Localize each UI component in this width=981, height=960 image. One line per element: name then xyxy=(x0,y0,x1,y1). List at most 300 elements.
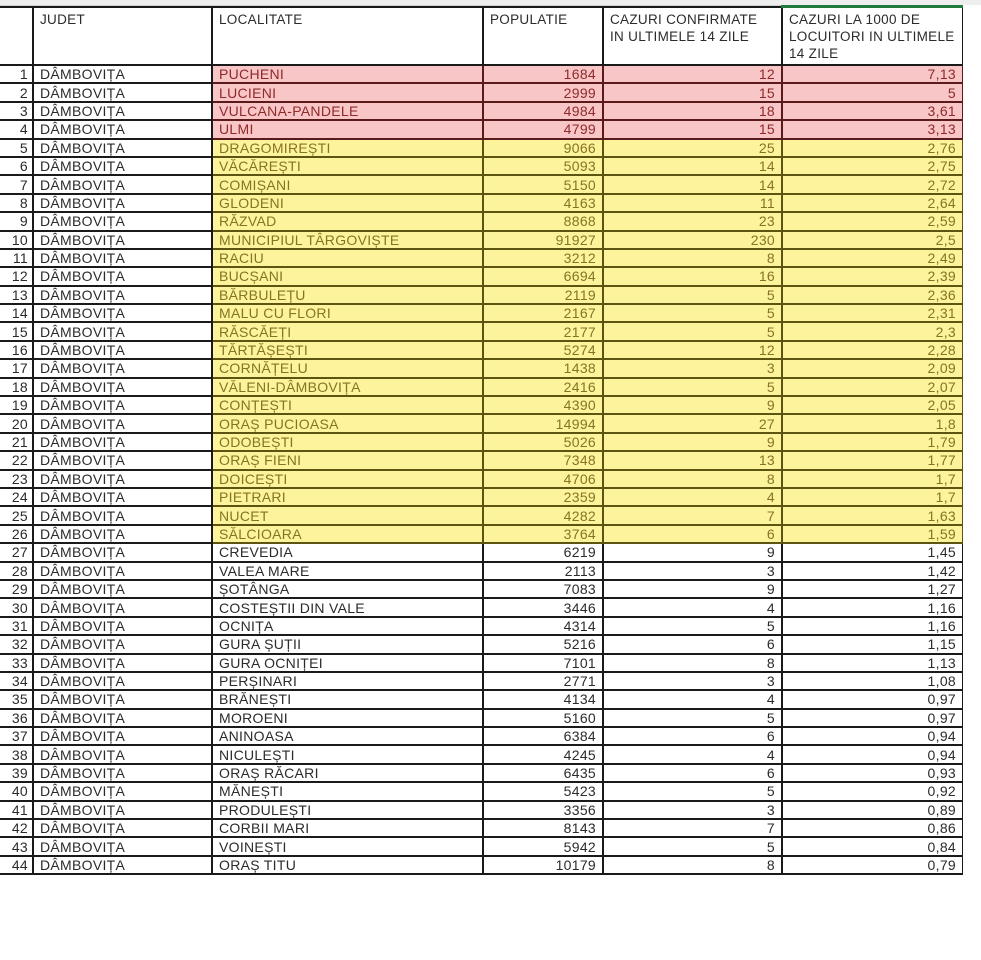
rate-cell[interactable]: 1,27 xyxy=(782,580,963,598)
header-populatie[interactable]: POPULATIE xyxy=(483,7,603,66)
localitate-cell[interactable]: RACIU xyxy=(212,249,483,267)
row-number-cell[interactable]: 4 xyxy=(0,120,33,138)
localitate-cell[interactable]: OCNIȚA xyxy=(212,617,483,635)
populatie-cell[interactable]: 7101 xyxy=(483,654,603,672)
populatie-cell[interactable]: 4706 xyxy=(483,470,603,488)
cazuri-cell[interactable]: 5 xyxy=(603,304,782,322)
cazuri-cell[interactable]: 14 xyxy=(603,157,782,175)
cazuri-cell[interactable]: 8 xyxy=(603,470,782,488)
rate-cell[interactable]: 2,36 xyxy=(782,286,963,304)
table-row xyxy=(0,580,963,598)
row-number-cell[interactable]: 44 xyxy=(0,856,33,874)
judet-cell[interactable]: DÂMBOVIȚA xyxy=(33,506,212,524)
table-row xyxy=(0,65,963,83)
rate-cell[interactable]: 0,94 xyxy=(782,727,963,745)
row-number-cell[interactable]: 34 xyxy=(0,672,33,690)
cazuri-cell[interactable]: 4 xyxy=(603,690,782,708)
table-row xyxy=(0,672,963,690)
populatie-cell[interactable]: 5150 xyxy=(483,175,603,193)
row-number-cell[interactable]: 41 xyxy=(0,801,33,819)
cazuri-cell[interactable]: 15 xyxy=(603,120,782,138)
populatie-cell[interactable]: 6435 xyxy=(483,764,603,782)
populatie-cell[interactable]: 1438 xyxy=(483,359,603,377)
cazuri-cell[interactable]: 3 xyxy=(603,672,782,690)
localitate-cell[interactable]: BĂRBULEȚU xyxy=(212,286,483,304)
judet-cell[interactable]: DÂMBOVIȚA xyxy=(33,212,212,230)
cazuri-cell[interactable]: 18 xyxy=(603,102,782,120)
row-number-cell[interactable]: 16 xyxy=(0,341,33,359)
localitate-cell[interactable]: MOROENI xyxy=(212,709,483,727)
row-number-cell[interactable]: 14 xyxy=(0,304,33,322)
localitate-cell[interactable]: GURA OCNIȚEI xyxy=(212,654,483,672)
row-number-cell[interactable]: 43 xyxy=(0,837,33,855)
cazuri-cell[interactable]: 12 xyxy=(603,65,782,83)
judet-cell[interactable]: DÂMBOVIȚA xyxy=(33,396,212,414)
table-row xyxy=(0,83,963,101)
localitate-cell[interactable]: ULMI xyxy=(212,120,483,138)
rate-cell[interactable]: 2,31 xyxy=(782,304,963,322)
populatie-cell[interactable]: 3446 xyxy=(483,598,603,616)
table-row xyxy=(0,856,963,874)
cazuri-cell[interactable]: 7 xyxy=(603,819,782,837)
header-cazuri-la-1000[interactable]: CAZURI LA 1000 DE LOCUITORI IN ULTIMELE 14 ZILE xyxy=(782,7,963,66)
table-row xyxy=(0,414,963,432)
row-number-cell[interactable]: 29 xyxy=(0,580,33,598)
populatie-cell[interactable]: 5423 xyxy=(483,782,603,800)
populatie-cell[interactable]: 8143 xyxy=(483,819,603,837)
localitate-cell[interactable]: PRODULEȘTI xyxy=(212,801,483,819)
localitate-cell[interactable]: ORAȘ TITU xyxy=(212,856,483,874)
judet-cell[interactable]: DÂMBOVIȚA xyxy=(33,543,212,561)
rate-cell[interactable]: 3,61 xyxy=(782,102,963,120)
cazuri-cell[interactable]: 25 xyxy=(603,139,782,157)
table-row xyxy=(0,175,963,193)
judet-cell[interactable]: DÂMBOVIȚA xyxy=(33,231,212,249)
judet-cell[interactable]: DÂMBOVIȚA xyxy=(33,341,212,359)
localitate-cell[interactable]: NUCET xyxy=(212,506,483,524)
populatie-cell[interactable]: 5160 xyxy=(483,709,603,727)
judet-cell[interactable]: DÂMBOVIȚA xyxy=(33,359,212,377)
rate-cell[interactable]: 1,77 xyxy=(782,451,963,469)
localitate-cell[interactable]: VULCANA-PANDELE xyxy=(212,102,483,120)
localitate-cell[interactable]: CORBII MARI xyxy=(212,819,483,837)
cazuri-cell[interactable]: 6 xyxy=(603,727,782,745)
judet-cell[interactable]: DÂMBOVIȚA xyxy=(33,801,212,819)
rate-cell[interactable]: 7,13 xyxy=(782,65,963,83)
populatie-cell[interactable]: 91927 xyxy=(483,231,603,249)
header-judet[interactable]: JUDET xyxy=(33,7,212,66)
judet-cell[interactable]: DÂMBOVIȚA xyxy=(33,672,212,690)
rate-cell[interactable]: 2,5 xyxy=(782,231,963,249)
localitate-cell[interactable]: BRĂNEȘTI xyxy=(212,690,483,708)
rate-cell[interactable]: 0,89 xyxy=(782,801,963,819)
populatie-cell[interactable]: 6219 xyxy=(483,543,603,561)
cazuri-cell[interactable]: 5 xyxy=(603,709,782,727)
populatie-cell[interactable]: 2771 xyxy=(483,672,603,690)
cazuri-cell[interactable]: 5 xyxy=(603,378,782,396)
cazuri-cell[interactable]: 9 xyxy=(603,396,782,414)
populatie-cell[interactable]: 4390 xyxy=(483,396,603,414)
table-row xyxy=(0,378,963,396)
judet-cell[interactable]: DÂMBOVIȚA xyxy=(33,525,212,543)
localitate-cell[interactable]: GURA ȘUȚII xyxy=(212,635,483,653)
populatie-cell[interactable]: 1684 xyxy=(483,65,603,83)
populatie-cell[interactable]: 4984 xyxy=(483,102,603,120)
row-number-cell[interactable]: 32 xyxy=(0,635,33,653)
cazuri-cell[interactable]: 4 xyxy=(603,488,782,506)
localitate-cell[interactable]: VĂLENI-DÂMBOVIȚA xyxy=(212,378,483,396)
row-number-cell[interactable]: 9 xyxy=(0,212,33,230)
row-number-cell[interactable]: 5 xyxy=(0,139,33,157)
table-row xyxy=(0,819,963,837)
judet-cell[interactable]: DÂMBOVIȚA xyxy=(33,65,212,83)
rate-cell[interactable]: 2,64 xyxy=(782,194,963,212)
cazuri-cell[interactable]: 12 xyxy=(603,341,782,359)
localitate-cell[interactable]: ORAȘ RĂCARI xyxy=(212,764,483,782)
localitate-cell[interactable]: ORAȘ FIENI xyxy=(212,451,483,469)
table-row xyxy=(0,359,963,377)
row-number-cell[interactable]: 37 xyxy=(0,727,33,745)
judet-cell[interactable]: DÂMBOVIȚA xyxy=(33,322,212,340)
populatie-cell[interactable]: 5274 xyxy=(483,341,603,359)
rate-cell[interactable]: 2,07 xyxy=(782,378,963,396)
rate-cell[interactable]: 2,76 xyxy=(782,139,963,157)
rate-cell[interactable]: 1,45 xyxy=(782,543,963,561)
table-row xyxy=(0,782,963,800)
cazuri-cell[interactable]: 5 xyxy=(603,837,782,855)
rate-cell[interactable]: 1,16 xyxy=(782,617,963,635)
judet-cell[interactable]: DÂMBOVIȚA xyxy=(33,249,212,267)
row-number-cell[interactable]: 15 xyxy=(0,322,33,340)
populatie-cell[interactable]: 5093 xyxy=(483,157,603,175)
populatie-cell[interactable]: 2359 xyxy=(483,488,603,506)
row-number-cell[interactable]: 22 xyxy=(0,451,33,469)
judet-cell[interactable]: DÂMBOVIȚA xyxy=(33,470,212,488)
populatie-cell[interactable]: 2167 xyxy=(483,304,603,322)
localitate-cell[interactable]: RĂZVAD xyxy=(212,212,483,230)
populatie-cell[interactable]: 7348 xyxy=(483,451,603,469)
cazuri-cell[interactable]: 9 xyxy=(603,543,782,561)
rate-cell[interactable]: 0,93 xyxy=(782,764,963,782)
table-row xyxy=(0,488,963,506)
row-number-cell[interactable]: 13 xyxy=(0,286,33,304)
row-number-cell[interactable]: 26 xyxy=(0,525,33,543)
judet-cell[interactable]: DÂMBOVIȚA xyxy=(33,139,212,157)
cazuri-cell[interactable]: 5 xyxy=(603,286,782,304)
localitate-cell[interactable]: NICULEȘTI xyxy=(212,745,483,763)
localitate-cell[interactable]: COSTEȘTII DIN VALE xyxy=(212,598,483,616)
localitate-cell[interactable]: GLODENI xyxy=(212,194,483,212)
row-number-cell[interactable]: 24 xyxy=(0,488,33,506)
rate-cell[interactable]: 1,13 xyxy=(782,654,963,672)
rate-cell[interactable]: 2,39 xyxy=(782,267,963,285)
rate-cell[interactable]: 0,86 xyxy=(782,819,963,837)
cazuri-cell[interactable]: 5 xyxy=(603,617,782,635)
row-number-cell[interactable]: 36 xyxy=(0,709,33,727)
populatie-cell[interactable]: 7083 xyxy=(483,580,603,598)
populatie-cell[interactable]: 3356 xyxy=(483,801,603,819)
rate-cell[interactable]: 1,7 xyxy=(782,488,963,506)
judet-cell[interactable]: DÂMBOVIȚA xyxy=(33,102,212,120)
cazuri-cell[interactable]: 8 xyxy=(603,249,782,267)
judet-cell[interactable]: DÂMBOVIȚA xyxy=(33,378,212,396)
judet-cell[interactable]: DÂMBOVIȚA xyxy=(33,157,212,175)
table-row xyxy=(0,102,963,120)
row-number-cell[interactable]: 18 xyxy=(0,378,33,396)
rate-cell[interactable]: 1,08 xyxy=(782,672,963,690)
judet-cell[interactable]: DÂMBOVIȚA xyxy=(33,433,212,451)
covid-incidence-table xyxy=(0,5,964,875)
row-number-cell[interactable]: 11 xyxy=(0,249,33,267)
table-row xyxy=(0,231,963,249)
cazuri-cell[interactable]: 14 xyxy=(603,175,782,193)
localitate-cell[interactable]: VALEA MARE xyxy=(212,562,483,580)
row-number-cell[interactable]: 6 xyxy=(0,157,33,175)
populatie-cell[interactable]: 8868 xyxy=(483,212,603,230)
localitate-cell[interactable]: BUCȘANI xyxy=(212,267,483,285)
table-row xyxy=(0,194,963,212)
rate-cell[interactable]: 2,49 xyxy=(782,249,963,267)
rate-cell[interactable]: 0,97 xyxy=(782,690,963,708)
rate-cell[interactable]: 1,79 xyxy=(782,433,963,451)
row-number-cell[interactable]: 40 xyxy=(0,782,33,800)
localitate-cell[interactable]: ODOBEȘTI xyxy=(212,433,483,451)
judet-cell[interactable]: DÂMBOVIȚA xyxy=(33,635,212,653)
row-number-cell[interactable]: 20 xyxy=(0,414,33,432)
localitate-cell[interactable]: DRAGOMIREȘTI xyxy=(212,139,483,157)
populatie-cell[interactable]: 3764 xyxy=(483,525,603,543)
table-row xyxy=(0,249,963,267)
cazuri-cell[interactable]: 7 xyxy=(603,506,782,524)
table-row xyxy=(0,157,963,175)
populatie-cell[interactable]: 6384 xyxy=(483,727,603,745)
rate-cell[interactable]: 2,09 xyxy=(782,359,963,377)
table-row xyxy=(0,506,963,524)
localitate-cell[interactable]: CREVEDIA xyxy=(212,543,483,561)
cazuri-cell[interactable]: 9 xyxy=(603,580,782,598)
populatie-cell[interactable]: 5216 xyxy=(483,635,603,653)
rate-cell[interactable]: 0,94 xyxy=(782,745,963,763)
judet-cell[interactable]: DÂMBOVIȚA xyxy=(33,562,212,580)
row-number-cell[interactable]: 2 xyxy=(0,83,33,101)
localitate-cell[interactable]: PERȘINARI xyxy=(212,672,483,690)
localitate-cell[interactable]: VĂCĂREȘTI xyxy=(212,157,483,175)
judet-cell[interactable]: DÂMBOVIȚA xyxy=(33,120,212,138)
rate-cell[interactable]: 1,7 xyxy=(782,470,963,488)
judet-cell[interactable]: DÂMBOVIȚA xyxy=(33,709,212,727)
localitate-cell[interactable]: ȘOTÂNGA xyxy=(212,580,483,598)
populatie-cell[interactable]: 4245 xyxy=(483,745,603,763)
table-row xyxy=(0,654,963,672)
populatie-cell[interactable]: 9066 xyxy=(483,139,603,157)
populatie-cell[interactable]: 2113 xyxy=(483,562,603,580)
cazuri-cell[interactable]: 3 xyxy=(603,562,782,580)
populatie-cell[interactable]: 4314 xyxy=(483,617,603,635)
judet-cell[interactable]: DÂMBOVIȚA xyxy=(33,856,212,874)
header-localitate[interactable]: LOCALITATE xyxy=(212,7,483,66)
row-number-cell[interactable]: 12 xyxy=(0,267,33,285)
judet-cell[interactable]: DÂMBOVIȚA xyxy=(33,617,212,635)
rate-cell[interactable]: 1,42 xyxy=(782,562,963,580)
judet-cell[interactable]: DÂMBOVIȚA xyxy=(33,745,212,763)
cazuri-cell[interactable]: 16 xyxy=(603,267,782,285)
header-index[interactable] xyxy=(0,7,33,66)
populatie-cell[interactable]: 4282 xyxy=(483,506,603,524)
populatie-cell[interactable]: 14994 xyxy=(483,414,603,432)
judet-cell[interactable]: DÂMBOVIȚA xyxy=(33,598,212,616)
cazuri-cell[interactable]: 230 xyxy=(603,231,782,249)
table-row xyxy=(0,451,963,469)
judet-cell[interactable]: DÂMBOVIȚA xyxy=(33,83,212,101)
row-number-cell[interactable]: 17 xyxy=(0,359,33,377)
localitate-cell[interactable]: TĂRTĂȘEȘTI xyxy=(212,341,483,359)
row-number-cell[interactable]: 3 xyxy=(0,102,33,120)
judet-cell[interactable]: DÂMBOVIȚA xyxy=(33,488,212,506)
row-number-cell[interactable]: 39 xyxy=(0,764,33,782)
rate-cell[interactable]: 0,92 xyxy=(782,782,963,800)
cazuri-cell[interactable]: 4 xyxy=(603,745,782,763)
cazuri-cell[interactable]: 23 xyxy=(603,212,782,230)
populatie-cell[interactable]: 3212 xyxy=(483,249,603,267)
table-row xyxy=(0,304,963,322)
rate-cell[interactable]: 0,84 xyxy=(782,837,963,855)
rate-cell[interactable]: 2,75 xyxy=(782,157,963,175)
cazuri-cell[interactable]: 8 xyxy=(603,654,782,672)
table-row xyxy=(0,709,963,727)
judet-cell[interactable]: DÂMBOVIȚA xyxy=(33,782,212,800)
localitate-cell[interactable]: VOINEȘTI xyxy=(212,837,483,855)
populatie-cell[interactable]: 4134 xyxy=(483,690,603,708)
row-number-cell[interactable]: 28 xyxy=(0,562,33,580)
localitate-cell[interactable]: PUCHENI xyxy=(212,65,483,83)
populatie-cell[interactable]: 5026 xyxy=(483,433,603,451)
cazuri-cell[interactable]: 3 xyxy=(603,801,782,819)
table-row xyxy=(0,617,963,635)
populatie-cell[interactable]: 2416 xyxy=(483,378,603,396)
localitate-cell[interactable]: SĂLCIOARA xyxy=(212,525,483,543)
row-number-cell[interactable]: 19 xyxy=(0,396,33,414)
judet-cell[interactable]: DÂMBOVIȚA xyxy=(33,654,212,672)
cazuri-cell[interactable]: 11 xyxy=(603,194,782,212)
populatie-cell[interactable]: 4163 xyxy=(483,194,603,212)
judet-cell[interactable]: DÂMBOVIȚA xyxy=(33,304,212,322)
judet-cell[interactable]: DÂMBOVIȚA xyxy=(33,414,212,432)
localitate-cell[interactable]: MALU CU FLORI xyxy=(212,304,483,322)
populatie-cell[interactable]: 10179 xyxy=(483,856,603,874)
judet-cell[interactable]: DÂMBOVIȚA xyxy=(33,819,212,837)
rate-cell[interactable]: 2,05 xyxy=(782,396,963,414)
populatie-cell[interactable]: 2119 xyxy=(483,286,603,304)
rate-cell[interactable]: 1,59 xyxy=(782,525,963,543)
table-row xyxy=(0,543,963,561)
table-row xyxy=(0,598,963,616)
judet-cell[interactable]: DÂMBOVIȚA xyxy=(33,267,212,285)
cazuri-cell[interactable]: 8 xyxy=(603,856,782,874)
judet-cell[interactable]: DÂMBOVIȚA xyxy=(33,175,212,193)
cazuri-cell[interactable]: 6 xyxy=(603,764,782,782)
localitate-cell[interactable]: RĂSCĂEȚI xyxy=(212,322,483,340)
row-number-cell[interactable]: 25 xyxy=(0,506,33,524)
judet-cell[interactable]: DÂMBOVIȚA xyxy=(33,286,212,304)
cazuri-cell[interactable]: 15 xyxy=(603,83,782,101)
localitate-cell[interactable]: LUCIENI xyxy=(212,83,483,101)
judet-cell[interactable]: DÂMBOVIȚA xyxy=(33,580,212,598)
cazuri-cell[interactable]: 6 xyxy=(603,525,782,543)
localitate-cell[interactable]: MUNICIPIUL TÂRGOVIȘTE xyxy=(212,231,483,249)
judet-cell[interactable]: DÂMBOVIȚA xyxy=(33,764,212,782)
row-number-cell[interactable]: 33 xyxy=(0,654,33,672)
judet-cell[interactable]: DÂMBOVIȚA xyxy=(33,451,212,469)
table-row xyxy=(0,433,963,451)
row-number-cell[interactable]: 1 xyxy=(0,65,33,83)
rate-cell[interactable]: 2,3 xyxy=(782,322,963,340)
populatie-cell[interactable]: 6694 xyxy=(483,267,603,285)
localitate-cell[interactable]: MĂNEȘTI xyxy=(212,782,483,800)
judet-cell[interactable]: DÂMBOVIȚA xyxy=(33,727,212,745)
localitate-cell[interactable]: COMIȘANI xyxy=(212,175,483,193)
judet-cell[interactable]: DÂMBOVIȚA xyxy=(33,837,212,855)
rate-cell[interactable]: 5 xyxy=(782,83,963,101)
header-row xyxy=(0,7,963,66)
row-number-cell[interactable]: 27 xyxy=(0,543,33,561)
localitate-cell[interactable]: CONȚEȘTI xyxy=(212,396,483,414)
rate-cell[interactable]: 3,13 xyxy=(782,120,963,138)
row-number-cell[interactable]: 8 xyxy=(0,194,33,212)
populatie-cell[interactable]: 2177 xyxy=(483,322,603,340)
localitate-cell[interactable]: DOICEȘTI xyxy=(212,470,483,488)
localitate-cell[interactable]: CORNĂȚELU xyxy=(212,359,483,377)
localitate-cell[interactable]: PIETRARI xyxy=(212,488,483,506)
rate-cell[interactable]: 1,8 xyxy=(782,414,963,432)
judet-cell[interactable]: DÂMBOVIȚA xyxy=(33,690,212,708)
populatie-cell[interactable]: 5942 xyxy=(483,837,603,855)
localitate-cell[interactable]: ANINOASA xyxy=(212,727,483,745)
table-row xyxy=(0,286,963,304)
cazuri-cell[interactable]: 5 xyxy=(603,782,782,800)
header-cazuri-confirmate[interactable]: CAZURI CONFIRMATE IN ULTIMELE 14 ZILE xyxy=(603,7,782,66)
cazuri-cell[interactable]: 5 xyxy=(603,322,782,340)
rate-cell[interactable]: 2,72 xyxy=(782,175,963,193)
rate-cell[interactable]: 2,28 xyxy=(782,341,963,359)
cazuri-cell[interactable]: 9 xyxy=(603,433,782,451)
cazuri-cell[interactable]: 6 xyxy=(603,635,782,653)
table-row xyxy=(0,745,963,763)
localitate-cell[interactable]: ORAȘ PUCIOASA xyxy=(212,414,483,432)
rate-cell[interactable]: 2,59 xyxy=(782,212,963,230)
rate-cell[interactable]: 1,15 xyxy=(782,635,963,653)
row-number-cell[interactable]: 21 xyxy=(0,433,33,451)
row-number-cell[interactable]: 10 xyxy=(0,231,33,249)
rate-cell[interactable]: 1,63 xyxy=(782,506,963,524)
cazuri-cell[interactable]: 3 xyxy=(603,359,782,377)
judet-cell[interactable]: DÂMBOVIȚA xyxy=(33,194,212,212)
row-number-cell[interactable]: 35 xyxy=(0,690,33,708)
cazuri-cell[interactable]: 27 xyxy=(603,414,782,432)
rate-cell[interactable]: 1,16 xyxy=(782,598,963,616)
row-number-cell[interactable]: 38 xyxy=(0,745,33,763)
row-number-cell[interactable]: 30 xyxy=(0,598,33,616)
row-number-cell[interactable]: 23 xyxy=(0,470,33,488)
rate-cell[interactable]: 0,79 xyxy=(782,856,963,874)
cazuri-cell[interactable]: 13 xyxy=(603,451,782,469)
cazuri-cell[interactable]: 4 xyxy=(603,598,782,616)
row-number-cell[interactable]: 7 xyxy=(0,175,33,193)
populatie-cell[interactable]: 4799 xyxy=(483,120,603,138)
rate-cell[interactable]: 0,97 xyxy=(782,709,963,727)
populatie-cell[interactable]: 2999 xyxy=(483,83,603,101)
row-number-cell[interactable]: 31 xyxy=(0,617,33,635)
row-number-cell[interactable]: 42 xyxy=(0,819,33,837)
